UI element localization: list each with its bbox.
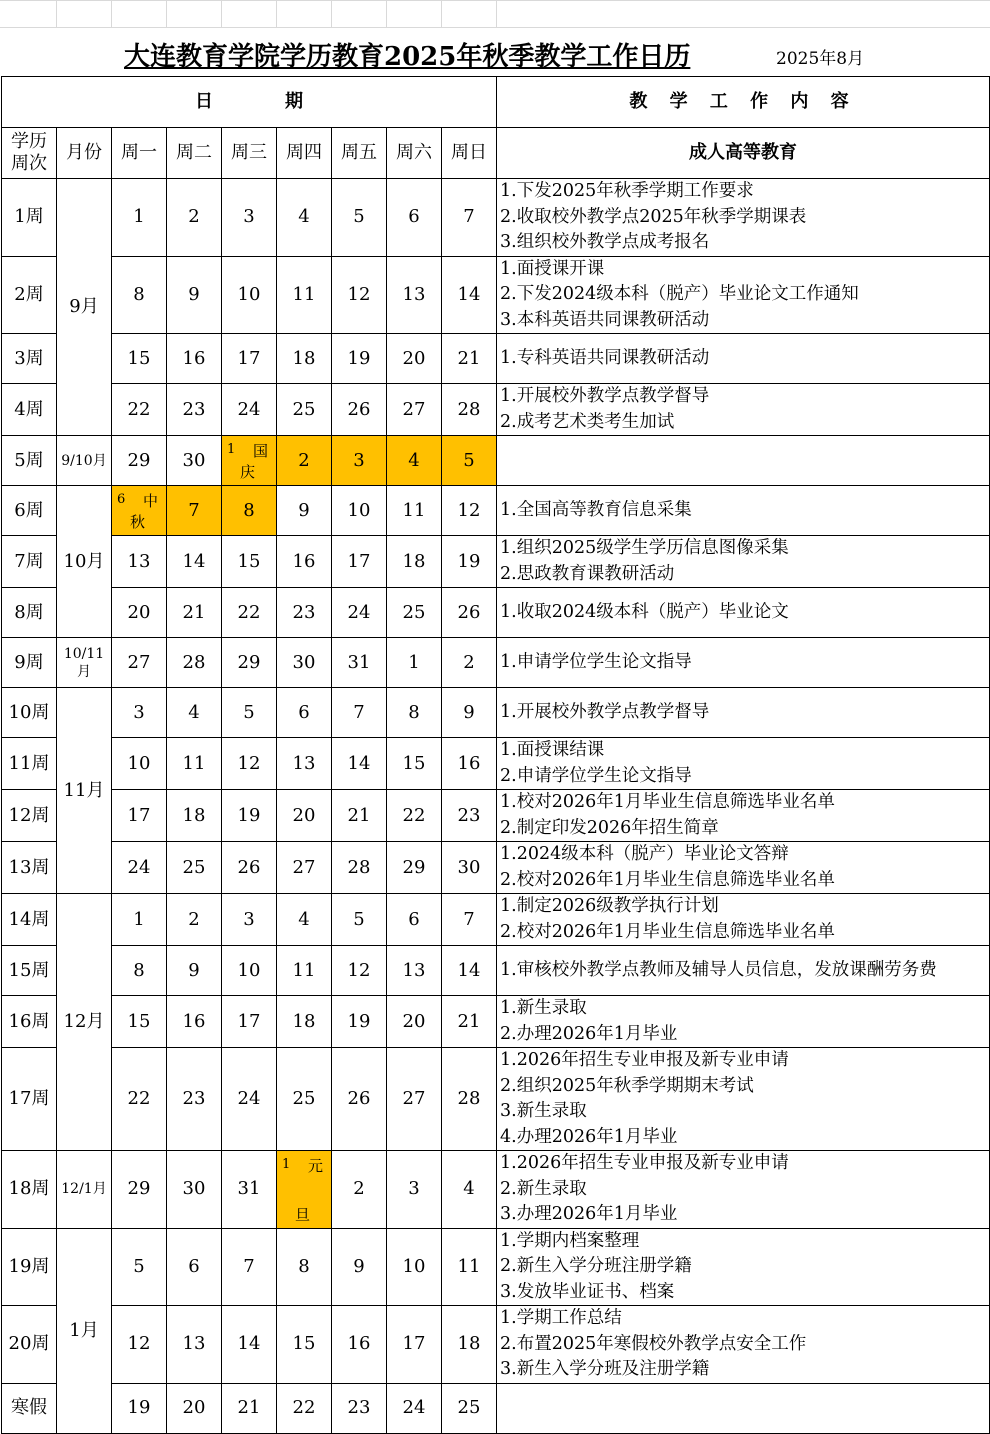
task-item: 1.开展校外教学点教学督导 [500,386,710,406]
day-cell: 25 [387,588,442,638]
day-cell: 28 [332,842,387,894]
day-cell: 2 [277,436,332,486]
day-cell: 11 [167,738,222,790]
day-cell: 28 [442,384,497,436]
day-cell: 4 [277,894,332,946]
calendar-row [2,638,990,688]
week-number: 7周 [2,536,57,588]
calendar-row [2,738,990,790]
day-cell: 19 [332,996,387,1048]
header-row-top [2,77,990,128]
day-cell: 16 [332,1306,387,1384]
calendar-row [2,1048,990,1151]
task-item: 1.面授课结课 [500,740,605,760]
week-number: 17周 [2,1048,57,1151]
task-item: 3.办理2026年1月毕业 [500,1204,678,1224]
day-cell: 21 [442,996,497,1048]
day-cell: 2 [167,179,222,257]
calendar-table [1,76,990,1434]
task-item: 2.校对2026年1月毕业生信息筛选毕业名单 [500,921,835,942]
month-label: 11月 [57,688,112,894]
day-cell: 12 [332,256,387,334]
holiday-name-part2: 秋 [130,513,146,531]
day-cell: 25 [167,842,222,894]
day-cell: 12 [442,486,497,536]
day-cell: 21 [167,588,222,638]
day-cell: 23 [277,588,332,638]
work-content [497,842,990,894]
day-cell: 3 [222,894,277,946]
week-number: 2周 [2,256,57,334]
day-cell: 13 [387,256,442,334]
day-cell: 16 [442,738,497,790]
month-label: 10月 [57,486,112,638]
day-cell: 7 [442,179,497,257]
day-cell: 19 [332,334,387,384]
day-cell: 3 [222,179,277,257]
month-label: 1月 [57,1228,112,1433]
task-item: 1.2024级本科（脱产）毕业论文答辩 [500,844,789,864]
day-cell: 9 [277,486,332,536]
day-cell: 8 [112,256,167,334]
task-item: 1.收取2024级本科（脱产）毕业论文 [500,601,789,622]
day-cell: 16 [277,536,332,588]
task-item: 1.校对2026年1月毕业生信息筛选毕业名单 [500,792,835,812]
spreadsheet-gridlines [0,0,990,28]
day-cell: 10 [112,738,167,790]
task-item: 3.新生录取 [500,1101,587,1121]
day-cell: 24 [332,588,387,638]
day-cell: 22 [112,384,167,436]
day-cell: 22 [277,1383,332,1433]
work-content [497,790,990,842]
work-content [497,688,990,738]
day-cell: 1 [112,179,167,257]
calendar-row [2,1228,990,1306]
day-cell: 7 [442,894,497,946]
day-cell: 21 [332,790,387,842]
holiday-day-cell [277,1151,332,1229]
day-cell: 5 [332,894,387,946]
calendar-row [2,1151,990,1229]
week-number: 4周 [2,384,57,436]
day-cell: 29 [112,436,167,486]
day-cell: 26 [442,588,497,638]
issue-date: 2025年8月 [776,49,865,69]
task-item: 2.收取校外教学点2025年秋季学期课表 [500,206,807,227]
day-cell: 19 [222,790,277,842]
calendar-row [2,588,990,638]
day-cell: 3 [332,436,387,486]
day-cell: 9 [167,946,222,996]
work-content [497,588,990,638]
day-cell: 14 [442,256,497,334]
day-cell: 30 [277,638,332,688]
week-number: 13周 [2,842,57,894]
work-content [497,486,990,536]
week-number: 12周 [2,790,57,842]
day-cell: 24 [112,842,167,894]
day-cell: 18 [277,996,332,1048]
day-cell: 5 [222,688,277,738]
day-cell: 5 [442,436,497,486]
work-content [497,1048,990,1151]
day-cell: 12 [332,946,387,996]
day-cell: 3 [387,1151,442,1229]
holiday-date: 1 [227,442,236,457]
day-cell: 20 [277,790,332,842]
calendar-row [2,384,990,436]
day-cell: 6 [387,179,442,257]
work-content [497,638,990,688]
calendar-row [2,334,990,384]
work-content [497,1151,990,1229]
day-cell: 8 [387,688,442,738]
day-cell: 8 [222,486,277,536]
day-cell: 17 [222,996,277,1048]
day-cell: 30 [167,436,222,486]
day-cell: 29 [112,1151,167,1229]
day-cell: 23 [167,1048,222,1151]
work-content [497,536,990,588]
task-item: 2.校对2026年1月毕业生信息筛选毕业名单 [500,869,835,890]
day-cell: 30 [167,1151,222,1229]
day-cell: 18 [167,790,222,842]
day-cell: 2 [442,638,497,688]
holiday-name-part1: 元 [307,1157,323,1175]
week-number: 8周 [2,588,57,638]
day-cell: 4 [387,436,442,486]
week-number: 16周 [2,996,57,1048]
task-item: 3.组织校外教学点成考报名 [500,232,710,252]
day-cell: 3 [112,688,167,738]
task-item: 3.新生入学分班及注册学籍 [500,1359,710,1379]
task-item: 2.新生入学分班注册学籍 [500,1256,692,1276]
week-number: 20周 [2,1306,57,1384]
day-cell: 9 [167,256,222,334]
day-cell: 4 [277,179,332,257]
task-item: 1.申请学位学生论文指导 [500,651,692,672]
day-cell: 20 [387,334,442,384]
day-cell: 18 [277,334,332,384]
day-cell: 31 [222,1151,277,1229]
week-number: 寒假 [2,1383,57,1433]
day-cell: 17 [387,1306,442,1384]
week-number: 18周 [2,1151,57,1229]
task-item: 2.办理2026年1月毕业 [500,1023,678,1044]
day-cell: 12 [222,738,277,790]
work-content [497,946,990,996]
holiday-date: 1 [282,1157,291,1172]
day-cell: 14 [167,536,222,588]
day-cell: 26 [332,384,387,436]
day-cell: 8 [277,1228,332,1306]
day-cell: 18 [387,536,442,588]
day-cell: 17 [112,790,167,842]
task-item: 1.新生录取 [500,998,587,1018]
day-cell: 8 [112,946,167,996]
day-cell: 20 [167,1383,222,1433]
task-item: 2.申请学位学生论文指导 [500,765,692,786]
day-cell: 25 [442,1383,497,1433]
day-cell: 2 [167,894,222,946]
week-number: 9周 [2,638,57,688]
gridline-svg [0,0,990,28]
week-number: 3周 [2,334,57,384]
day-cell: 22 [112,1048,167,1151]
day-cell: 1 [112,894,167,946]
day-cell: 23 [442,790,497,842]
task-item: 3.本科英语共同课教研活动 [500,309,710,330]
task-item: 1.下发2025年秋季学期工作要求 [500,181,754,201]
day-cell: 21 [222,1383,277,1433]
day-cell: 6 [277,688,332,738]
day-cell: 11 [442,1228,497,1306]
day-cell: 15 [277,1306,332,1384]
day-cell: 21 [442,334,497,384]
day-cell: 15 [387,738,442,790]
date-section-header: 日 期 [2,77,497,128]
title-bar [0,28,990,76]
month-column-header: 月份 [57,128,112,179]
week-number: 1周 [2,179,57,257]
week-number: 15周 [2,946,57,996]
month-label: 12/1月 [57,1151,112,1229]
task-item: 2.思政教育课教研活动 [500,563,675,584]
weekday-header: 周日 [442,128,497,179]
task-item: 2.布置2025年寒假校外教学点安全工作 [500,1333,807,1354]
day-cell: 27 [387,1048,442,1151]
day-cell: 28 [442,1048,497,1151]
day-cell: 13 [167,1306,222,1384]
task-item: 1.2026年招生专业申报及新专业申请 [500,1050,789,1070]
day-cell: 23 [332,1383,387,1433]
work-content [497,996,990,1048]
task-item: 1.开展校外教学点教学督导 [500,701,710,722]
content-subheader: 成人高等教育 [497,128,990,179]
task-item: 2.制定印发2026年招生简章 [500,817,719,838]
calendar-row [2,1383,990,1433]
holiday-name-part1: 中 [142,492,158,510]
weekday-header: 周四 [277,128,332,179]
task-item: 1.专科英语共同课教研活动 [500,347,710,368]
calendar-row [2,842,990,894]
day-cell: 30 [442,842,497,894]
day-cell: 7 [332,688,387,738]
calendar-row [2,790,990,842]
day-cell: 17 [222,334,277,384]
work-content [497,738,990,790]
day-cell: 27 [277,842,332,894]
week-column-header: 学历 周次 [2,128,57,179]
holiday-day-cell [222,436,277,486]
day-cell: 27 [112,638,167,688]
calendar-row [2,946,990,996]
day-cell: 28 [167,638,222,688]
day-cell: 1 [387,638,442,688]
day-cell: 13 [112,536,167,588]
task-item: 2.成考艺术类考生加试 [500,411,675,432]
work-content [497,334,990,384]
task-item: 1.学期工作总结 [500,1308,622,1328]
day-cell: 24 [222,1048,277,1151]
day-cell: 6 [387,894,442,946]
calendar-title: 大连教育学院学历教育2025年秋季教学工作日历 [124,42,691,72]
day-cell: 7 [222,1228,277,1306]
day-cell: 10 [222,256,277,334]
task-item: 1.2026年招生专业申报及新专业申请 [500,1153,789,1173]
week-number: 11周 [2,738,57,790]
task-item: 2.新生录取 [500,1178,587,1199]
task-item: 1.学期内档案整理 [500,1230,640,1251]
day-cell: 9 [332,1228,387,1306]
day-cell: 14 [222,1306,277,1384]
week-number: 5周 [2,436,57,486]
day-cell: 16 [167,334,222,384]
calendar-row [2,256,990,334]
week-number: 10周 [2,688,57,738]
day-cell: 15 [222,536,277,588]
day-cell: 11 [387,486,442,536]
day-cell: 25 [277,1048,332,1151]
day-cell: 25 [277,384,332,436]
holiday-name-part1: 国 [252,442,268,460]
day-cell: 13 [387,946,442,996]
work-content [497,256,990,334]
day-cell: 9 [442,688,497,738]
header-row-sub [2,128,990,179]
weekday-header: 周六 [387,128,442,179]
calendar-row [2,536,990,588]
day-cell: 4 [167,688,222,738]
task-item: 4.办理2026年1月毕业 [500,1126,678,1147]
day-cell: 12 [112,1306,167,1384]
month-label: 10/11月 [57,638,112,688]
task-item: 1.组织2025级学生学历信息图像采集 [500,538,789,558]
day-cell: 10 [387,1228,442,1306]
calendar-row [2,436,990,486]
work-content [497,179,990,257]
holiday-date: 6 [117,492,126,507]
day-cell: 26 [332,1048,387,1151]
day-cell: 16 [167,996,222,1048]
day-cell: 20 [387,996,442,1048]
week-number: 6周 [2,486,57,536]
day-cell: 14 [442,946,497,996]
day-cell: 11 [277,946,332,996]
task-item: 2.下发2024级本科（脱产）毕业论文工作通知 [500,284,859,304]
day-cell: 29 [387,842,442,894]
work-content [497,894,990,946]
content-section-header: 教 学 工 作 内 容 [497,77,990,128]
day-cell: 24 [222,384,277,436]
month-label: 9月 [57,179,112,436]
day-cell: 22 [387,790,442,842]
day-cell: 22 [222,588,277,638]
day-cell: 19 [112,1383,167,1433]
day-cell: 20 [112,588,167,638]
day-cell: 29 [222,638,277,688]
month-label: 9/10月 [57,436,112,486]
work-content [497,384,990,436]
month-label: 12月 [57,894,112,1151]
holiday-name-part2: 庆 [240,463,256,481]
day-cell: 11 [277,256,332,334]
day-cell: 6 [167,1228,222,1306]
day-cell: 7 [167,486,222,536]
day-cell: 10 [332,486,387,536]
work-content [497,1383,990,1433]
holiday-day-cell [112,486,167,536]
calendar-row [2,688,990,738]
day-cell: 13 [277,738,332,790]
day-cell: 23 [167,384,222,436]
task-item: 1.审核校外教学点教师及辅导人员信息，发放课酬劳务费 [500,959,937,980]
day-cell: 31 [332,638,387,688]
task-item: 1.面授课开课 [500,258,605,279]
holiday-name-part2: 旦 [295,1205,311,1224]
weekday-header: 周一 [112,128,167,179]
weekday-header: 周五 [332,128,387,179]
day-cell: 15 [112,996,167,1048]
calendar-row [2,486,990,536]
task-item: 1.制定2026级教学执行计划 [500,896,719,916]
day-cell: 14 [332,738,387,790]
day-cell: 27 [387,384,442,436]
work-content [497,436,990,486]
work-content [497,1228,990,1306]
calendar-row [2,996,990,1048]
task-item: 3.发放毕业证书、档案 [500,1281,675,1302]
work-content [497,1306,990,1384]
day-cell: 24 [387,1383,442,1433]
task-item: 1.全国高等教育信息采集 [500,499,692,520]
day-cell: 19 [442,536,497,588]
week-number: 19周 [2,1228,57,1306]
calendar-row [2,1306,990,1384]
calendar-row [2,894,990,946]
day-cell: 4 [442,1151,497,1229]
calendar-row [2,179,990,257]
task-item: 2.组织2025年秋季学期期末考试 [500,1075,754,1096]
day-cell: 5 [332,179,387,257]
weekday-header: 周三 [222,128,277,179]
day-cell: 10 [222,946,277,996]
day-cell: 5 [112,1228,167,1306]
day-cell: 2 [332,1151,387,1229]
weekday-header: 周二 [167,128,222,179]
day-cell: 15 [112,334,167,384]
day-cell: 18 [442,1306,497,1384]
day-cell: 17 [332,536,387,588]
day-cell: 26 [222,842,277,894]
week-number: 14周 [2,894,57,946]
